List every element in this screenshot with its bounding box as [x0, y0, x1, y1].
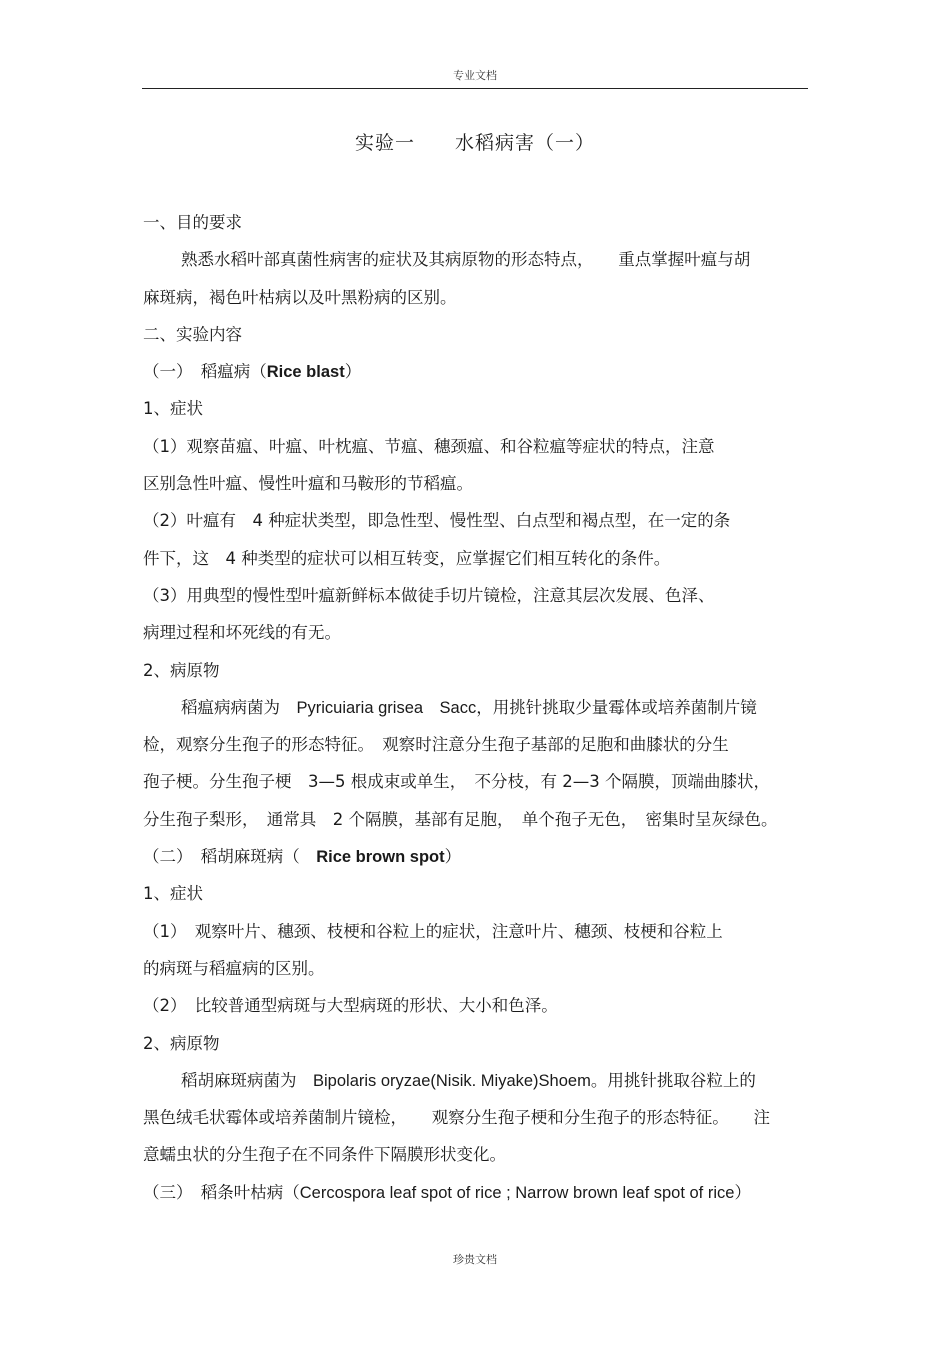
- subsection-heading-brown-spot: （二） 稻胡麻斑病（ Rice brown spot）: [143, 847, 462, 867]
- paragraph-line: 分生孢子梨形， 通常具 2 个隔膜，基部有足胞， 单个孢子无色， 密集时呈灰绿色。: [143, 809, 778, 829]
- title-part-1: 实验一: [354, 132, 415, 154]
- paragraph-line: 孢子梗。分生孢子梗 3—5 根成束或单生， 不分枝，有 2—3 个隔膜，顶端曲膝状，: [143, 772, 770, 792]
- paragraph-line: 件下，这 4 种类型的症状可以相互转变，应掌握它们相互转化的条件。: [143, 548, 671, 568]
- document-title: [0, 128, 950, 155]
- subsection-heading-narrow-brown-leaf-spot: （三） 稻条叶枯病（Cercospora leaf spot of rice ; Narrow brown leaf spot of rice）: [143, 1182, 751, 1202]
- item-heading-symptoms: 1、症状: [143, 884, 203, 904]
- english-term: Rice blast: [266, 363, 345, 382]
- paragraph-line: 熟悉水稻叶部真菌性病害的症状及其病原物的形态特点， 重点掌握叶瘟与胡: [181, 250, 751, 270]
- item-heading-symptoms: 1、症状: [143, 399, 203, 419]
- paragraph-line: （1）观察苗瘟、叶瘟、叶枕瘟、节瘟、穗颈瘟、和谷粒瘟等症状的特点，注意: [143, 436, 715, 456]
- paragraph-line: （2） 比较普通型病斑与大型病斑的形状、大小和色泽。: [143, 996, 558, 1016]
- english-term: Rice brown spot: [316, 848, 445, 867]
- title-part-2: 水稻病害（一）: [455, 132, 596, 154]
- paragraph-line: 区别急性叶瘟、慢性叶瘟和马鞍形的节稻瘟。: [143, 474, 473, 494]
- paragraph-line: 病理过程和坏死线的有无。: [143, 623, 341, 643]
- section-heading-content: 二、实验内容: [143, 324, 242, 344]
- english-term: Cercospora leaf spot of rice ; Narrow brown leaf spot of rice: [299, 1183, 735, 1202]
- scientific-name: Pyricuiaria grisea Sacc: [296, 698, 477, 717]
- item-heading-pathogen: 2、病原物: [143, 660, 220, 680]
- subsection-heading-rice-blast: （一） 稻瘟病（Rice blast）: [143, 362, 362, 382]
- page-header: 专业文档: [453, 69, 497, 82]
- paragraph-line: （1） 观察叶片、穗颈、枝梗和谷粒上的症状，注意叶片、穗颈、枝梗和谷粒上: [143, 921, 723, 941]
- paragraph-line: 黑色绒毛状霉体或培养菌制片镜检， 观察分生孢子梗和分生孢子的形态特征。 注: [143, 1108, 770, 1128]
- document-body: [143, 209, 809, 1216]
- paragraph-line: 稻瘟病病菌为 Pyricuiaria grisea Sacc，用挑针挑取少量霉体或培养菌制片镜: [181, 697, 757, 717]
- paragraph-line: 的病斑与稻瘟病的区别。: [143, 958, 325, 978]
- paragraph-line: 稻胡麻斑病菌为 Bipolaris oryzae(Nisik. Miyake)Shoem。用挑针挑取谷粒上的: [181, 1070, 756, 1090]
- paragraph-line: 检，观察分生孢子的形态特征。 观察时注意分生孢子基部的足胞和曲膝状的分生: [143, 735, 729, 755]
- paragraph-line: 麻斑病，褐色叶枯病以及叶黑粉病的区别。: [143, 287, 457, 307]
- paragraph-line: 意蠕虫状的分生孢子在不同条件下隔膜形状变化。: [143, 1145, 506, 1165]
- section-heading-objectives: 一、目的要求: [143, 213, 242, 232]
- header-divider: [142, 88, 808, 89]
- paragraph-line: （3）用典型的慢性型叶瘟新鲜标本做徒手切片镜检，注意其层次发展、色泽、: [143, 585, 715, 605]
- page-footer: 珍贵文档: [453, 1253, 497, 1266]
- item-heading-pathogen: 2、病原物: [143, 1033, 220, 1053]
- scientific-name: Bipolaris oryzae(Nisik. Miyake)Shoem: [313, 1071, 591, 1090]
- paragraph-line: （2）叶瘟有 4 种症状类型，即急性型、慢性型、白点型和褐点型，在一定的条: [143, 511, 731, 531]
